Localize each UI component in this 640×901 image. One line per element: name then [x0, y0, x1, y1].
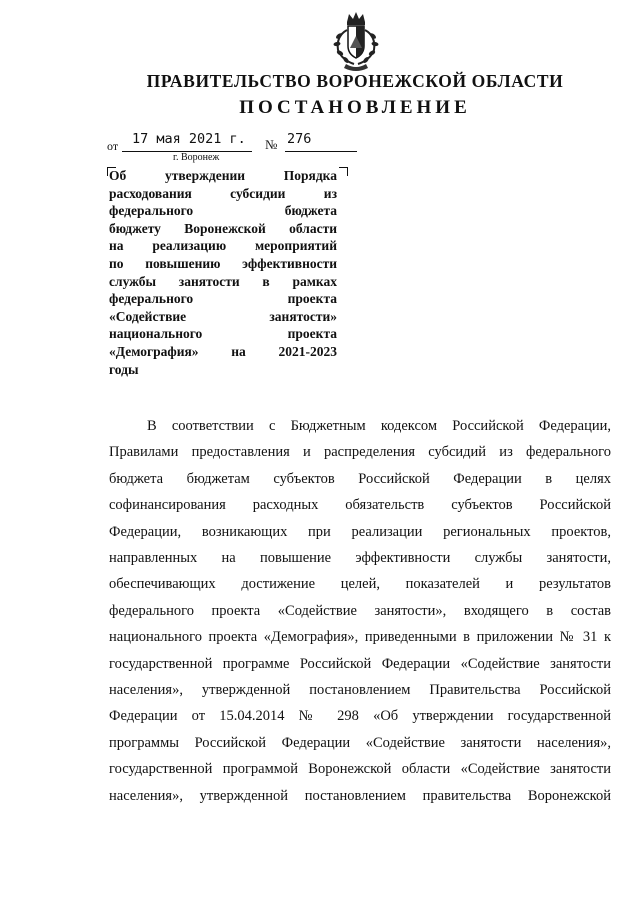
subject-line: национального проекта: [109, 326, 337, 342]
body-line: В соответствии с Бюджетным кодексом Российской Федерации,: [147, 418, 611, 434]
subject-line: на реализацию мероприятий: [109, 238, 337, 254]
subject-line: расходования субсидии из: [109, 185, 337, 201]
date-label: от: [107, 139, 119, 153]
body-line: федерального проекта «Содействие занятости», входящего в состав: [109, 602, 611, 619]
coat-of-arms-icon: [326, 10, 386, 72]
body-line: Федерации от 15.04.2014 № 298 «Об утверждении государственной: [109, 708, 611, 725]
body-line: населения», утвержденной постановлением правительства Воронежской: [109, 787, 611, 804]
subject-line: годы: [109, 361, 139, 377]
document-date: 17 мая 2021 г.: [132, 131, 246, 147]
document-type: ПОСТАНОВЛЕНИЕ: [239, 97, 471, 118]
subject-line: по повышению эффективности: [109, 255, 337, 271]
number-label: №: [265, 137, 278, 152]
body-line: Правилами предоставления и распределения субсидий из федерального: [109, 444, 611, 461]
subject-line: Об утверждении Порядка: [109, 168, 337, 183]
subject-line: бюджету Воронежской области: [109, 220, 337, 236]
organization-title: ПРАВИТЕЛЬСТВО ВОРОНЕЖСКОЙ ОБЛАСТИ: [146, 71, 564, 91]
body-line: обеспечивающих достижение целей, показателей и результатов: [109, 576, 611, 593]
subject-line: федерального проекта: [109, 291, 337, 307]
body-line: национального проекта «Демография», приведенными в приложении № 31 к: [109, 629, 611, 646]
document-subject: [109, 167, 337, 378]
subject-line: федерального бюджета: [109, 203, 337, 219]
subject-corner-right: [339, 167, 348, 176]
body-line: бюджета бюджетам субъектов Российской Федерации в целях: [109, 470, 611, 487]
subject-line: «Содействие занятости»: [109, 308, 337, 324]
body-line: государственной программой Воронежской области «Содействие занятости: [109, 761, 611, 778]
body-line: программы Российской Федерации «Содействие занятости населения»,: [109, 734, 611, 751]
body-line: направленных на повышение эффективности службы занятости,: [109, 550, 611, 567]
document-number: 276: [287, 131, 312, 147]
body-line: софинансирования расходных обязательств субъектов Российской: [109, 497, 611, 514]
subject-line: службы занятости в рамках: [109, 273, 337, 289]
body-line: Федерации, возникающих при реализации региональных проектов,: [109, 523, 611, 540]
subject-line: «Демография» на 2021-2023: [109, 343, 337, 359]
number-underline: [285, 151, 357, 152]
document-city: г. Воронеж: [173, 152, 220, 163]
document-body: [109, 413, 611, 809]
body-line: населения», утвержденной постановлением Правительства Российской: [109, 682, 611, 699]
document-meta: [107, 131, 367, 153]
body-line: государственной программе Российской Федерации «Содействие занятости: [109, 655, 611, 672]
